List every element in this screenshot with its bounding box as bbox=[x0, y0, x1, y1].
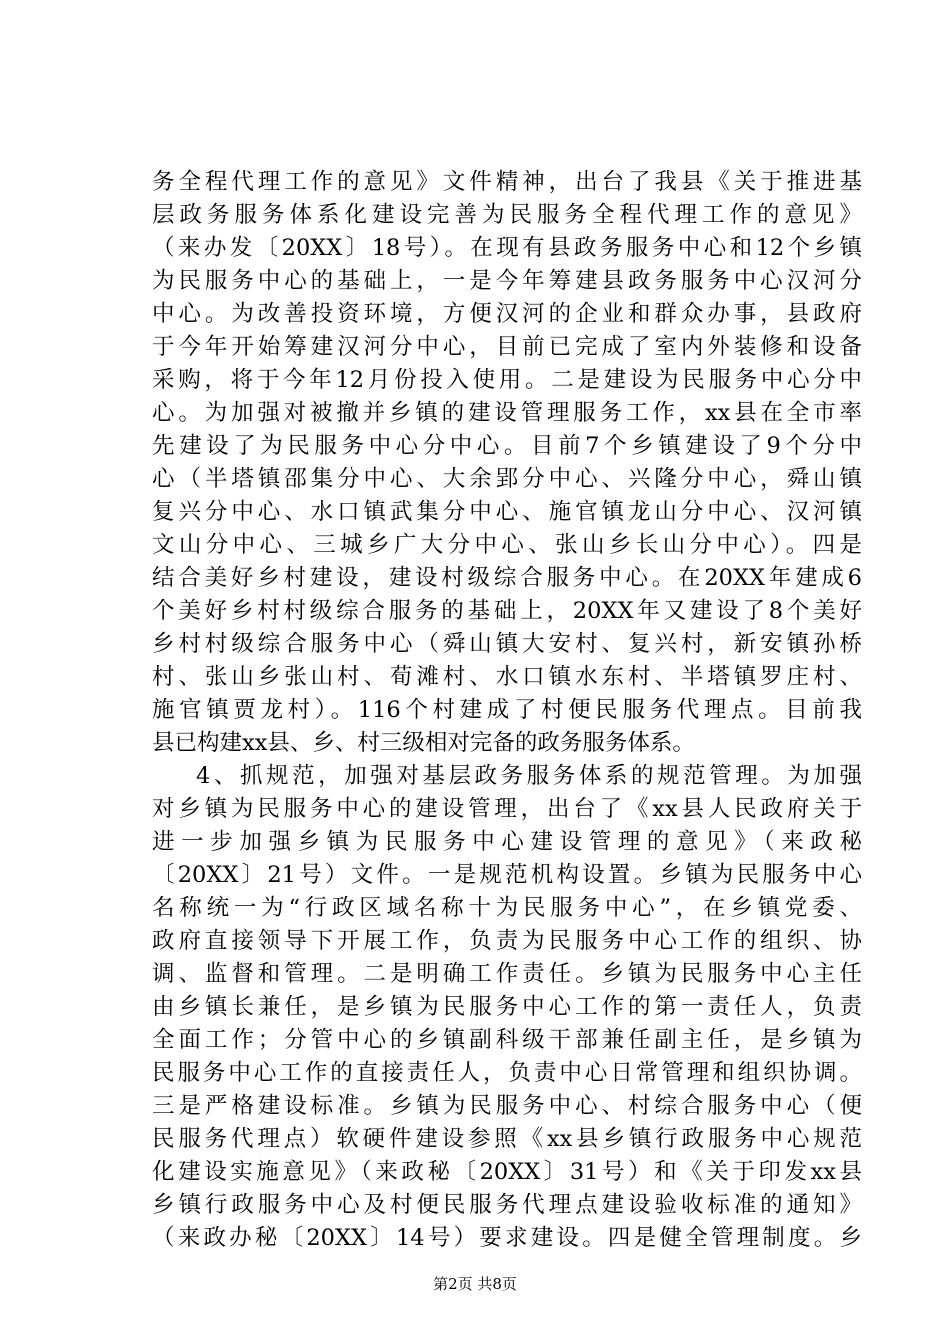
text-line: 县已构建xx县、乡、村三级相对完备的政务服务体系。 bbox=[152, 730, 695, 756]
text-line: 进一步加强乡镇为民服务中心建设管理的意见》（来政秘 bbox=[152, 829, 862, 855]
paragraph-first-line: 4、抓规范，加强对基层政务服务体系的规范管理。为加强 bbox=[196, 763, 862, 789]
text-line: 乡村村级综合服务中心（舜山镇大安村、复兴村，新安镇孙桥 bbox=[152, 631, 862, 657]
text-line: 于今年开始筹建汉河分中心，目前已完成了室内外装修和设备 bbox=[152, 334, 862, 360]
text-line: 名称统一为“行政区域名称十为民服务中心”，在乡镇党委、 bbox=[152, 895, 862, 921]
text-line: 个美好乡村村级综合服务的基础上，20XX年又建设了8个美好 bbox=[152, 598, 862, 624]
text-line: 民服务代理点）软硬件建设参照《xx县乡镇行政服务中心规范 bbox=[152, 1126, 862, 1152]
text-line: 采购，将于今年12月份投入使用。二是建设为民服务中心分中 bbox=[152, 367, 862, 393]
text-line: （来政办秘〔20XX〕14号）要求建设。四是健全管理制度。乡 bbox=[152, 1225, 862, 1251]
text-line: 〔20XX〕21号）文件。一是规范机构设置。乡镇为民服务中心 bbox=[152, 862, 862, 888]
text-line: 施官镇贾龙村）。116个村建成了村便民服务代理点。目前我 bbox=[152, 697, 862, 723]
text-line: 为民服务中心的基础上，一是今年筹建县政务服务中心汉河分 bbox=[152, 268, 862, 294]
text-line: 对乡镇为民服务中心的建设管理，出台了《xx县人民政府关于 bbox=[152, 796, 862, 822]
text-line: 由乡镇长兼任，是乡镇为民服务中心工作的第一责任人，负责 bbox=[152, 994, 862, 1020]
text-line: 结合美好乡村建设，建设村级综合服务中心。在20XX年建成6 bbox=[152, 565, 862, 591]
text-line: 务全程代理工作的意见》文件精神，出台了我县《关于推进基 bbox=[152, 169, 862, 195]
text-line: （来办发〔20XX〕18号）。在现有县政务服务中心和12个乡镇 bbox=[152, 235, 862, 261]
text-line: 调、监督和管理。二是明确工作责任。乡镇为民服务中心主任 bbox=[152, 961, 862, 987]
page-footer: 第2页 共8页 bbox=[433, 1275, 517, 1293]
text-line: 政府直接领导下开展工作，负责为民服务中心工作的组织、协 bbox=[152, 928, 862, 954]
text-line: 全面工作；分管中心的乡镇副科级干部兼任副主任，是乡镇为 bbox=[152, 1027, 862, 1053]
text-line: 心（半塔镇邵集分中心、大余郢分中心、兴隆分中心，舜山镇 bbox=[152, 466, 862, 492]
text-line: 化建设实施意见》（来政秘〔20XX〕31号）和《关于印发xx县 bbox=[152, 1159, 862, 1185]
text-line: 层政务服务体系化建设完善为民服务全程代理工作的意见》 bbox=[152, 202, 862, 228]
text-line: 民服务中心工作的直接责任人，负责中心日常管理和组织协调。 bbox=[152, 1060, 862, 1086]
text-line: 先建设了为民服务中心分中心。目前7个乡镇建设了9个分中 bbox=[152, 433, 862, 459]
text-line: 复兴分中心、水口镇武集分中心、施官镇龙山分中心、汉河镇 bbox=[152, 499, 862, 525]
text-line: 文山分中心、三城乡广大分中心、张山乡长山分中心）。四是 bbox=[152, 532, 862, 558]
text-line: 三是严格建设标准。乡镇为民服务中心、村综合服务中心（便 bbox=[152, 1093, 862, 1119]
text-line: 中心。为改善投资环境，方便汉河的企业和群众办事，县政府 bbox=[152, 301, 862, 327]
text-line: 心。为加强对被撤并乡镇的建设管理服务工作，xx县在全市率 bbox=[152, 400, 862, 426]
text-line: 村、张山乡张山村、荀滩村、水口镇水东村、半塔镇罗庄村、 bbox=[152, 664, 862, 690]
text-line: 乡镇行政服务中心及村便民服务代理点建设验收标准的通知》 bbox=[152, 1192, 862, 1218]
